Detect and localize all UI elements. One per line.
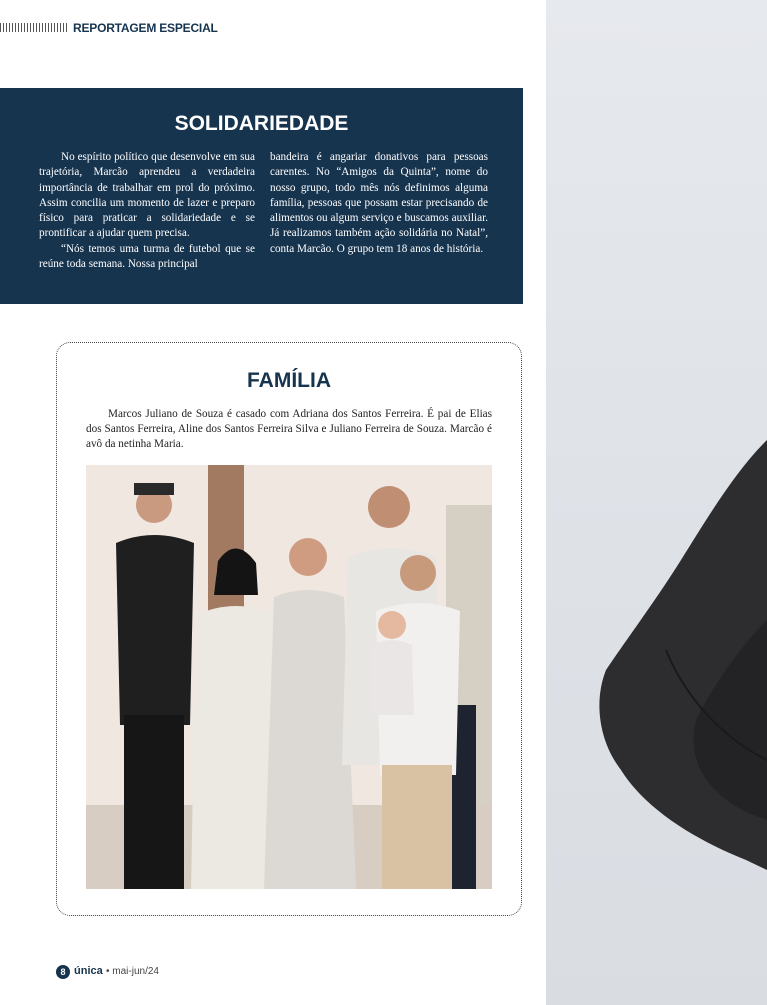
issue-date: • mai-jun/24 <box>106 966 159 977</box>
solidariedade-column-2 <box>270 150 488 257</box>
solidariedade-title: SOLIDARIEDADE <box>174 112 349 135</box>
solidariedade-column-1 <box>39 150 255 272</box>
family-photo-illustration <box>86 465 492 889</box>
magazine-brand: única <box>74 965 103 977</box>
family-photo <box>86 465 492 889</box>
solidariedade-paragraph: “Nós temos uma turma de futebol que se reúne toda semana. Nossa principal <box>39 242 255 271</box>
familia-paragraph: Marcos Juliano de Souza é casado com Adriana dos Santos Ferreira. É pai de Elias dos Santos Ferreira, Aline dos Santos Ferreira Silva e Juliano Ferreira de Souza. Marcão é avô da netinha Maria. <box>86 408 492 451</box>
solidariedade-paragraph: No espírito político que desenvolve em sua trajetória, Marcão aprendeu a verdadeira importância de trabalhar em prol do próximo. Assim concilia um momento de lazer e preparo físico para praticar a solidariedade e se prontificar a ajudar quem precisa. <box>39 151 255 240</box>
familia-text <box>86 407 492 453</box>
portrait-photo <box>546 0 767 1005</box>
page-number: 8 <box>56 965 70 979</box>
solidariedade-paragraph: bandeira é angariar donativos para pessoas carentes. No “Amigos da Quinta”, nome do nosso grupo, todo mês nós definimos alguma família, pessoas que possam estar precisando de alimentos ou algum serviço e buscamos auxiliar. Já realizamos também ação solidária no Natal”, conta Marcão. O grupo tem 18 anos de história. <box>270 151 488 255</box>
header-decoration-bars <box>0 23 68 32</box>
portrait-jacket-figure <box>546 0 767 1005</box>
familia-title: FAMÍLIA <box>247 369 331 392</box>
section-label: REPORTAGEM ESPECIAL <box>73 21 218 35</box>
